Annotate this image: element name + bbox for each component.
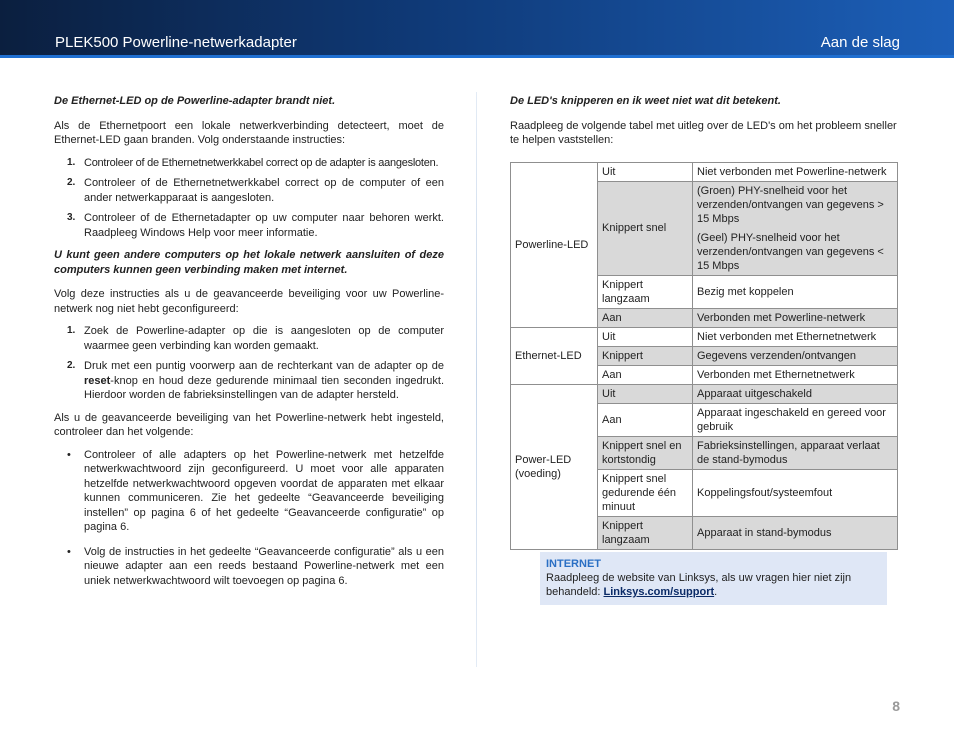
led-description: Apparaat ingeschakeld en gereed voor gebruik — [693, 403, 898, 436]
list-text: Volg de instructies in het gedeelte “Geavanceerde configuratie” als u een nieuwe adapter aan een reeds bestaand Powerline-netwerk met een uniek netwerkwachtwoord wilt toevoegen op pagina 6. — [84, 545, 444, 587]
list-item — [54, 211, 444, 240]
led-category: Ethernet-LED — [511, 327, 598, 384]
led-state: Aan — [598, 308, 693, 327]
list-number: 3. — [67, 212, 76, 223]
left-column — [54, 94, 444, 596]
led-description: Fabrieksinstellingen, apparaat verlaat de stand-bymodus — [693, 436, 898, 469]
numbered-list — [54, 156, 444, 241]
bullet-mark: • — [67, 545, 71, 558]
description-line: (Groen) PHY-snelheid voor het verzenden/ontvangen van gegevens > 15 Mbps — [697, 184, 884, 225]
note-label: INTERNET — [546, 558, 601, 570]
led-state: Knippert langzaam — [598, 275, 693, 308]
description-line: (Geel) PHY-snelheid voor het verzenden/ontvangen van gegevens < 15 Mbps — [697, 231, 884, 272]
page-number: 8 — [892, 698, 900, 714]
led-state: Knippert snel — [598, 181, 693, 275]
list-item — [54, 176, 444, 205]
document-title: PLEK500 Powerline-netwerkadapter — [55, 34, 297, 51]
heading-no-connection: U kunt geen andere computers op het lokale netwerk aansluiten of deze computers kunnen geen verbinding maken met internet. — [54, 249, 444, 276]
led-table — [510, 162, 898, 550]
led-state: Uit — [598, 327, 693, 346]
page-header — [0, 0, 954, 58]
paragraph: Raadpleeg de volgende tabel met uitleg over de LED's om het probleem sneller te helpen vaststellen: — [510, 119, 897, 146]
led-description: Niet verbonden met Powerline-netwerk — [693, 162, 898, 181]
led-description: Koppelingsfout/systeemfout — [693, 469, 898, 516]
list-item — [54, 156, 444, 171]
bullet-mark: • — [67, 448, 71, 461]
list-text: Druk met een puntig voorwerp aan de rechterkant van de adapter op de — [84, 360, 444, 372]
led-description: Bezig met koppelen — [693, 275, 898, 308]
list-item — [54, 448, 444, 535]
led-description — [693, 181, 898, 275]
led-state: Aan — [598, 403, 693, 436]
list-number: 1. — [67, 156, 76, 168]
heading-led-blinking: De LED's knipperen en ik weet niet wat dit betekent. — [510, 95, 781, 107]
paragraph: Als u de geavanceerde beveiliging van het Powerline-netwerk hebt ingesteld, controleer dan het volgende: — [54, 411, 444, 438]
list-number: 1. — [67, 325, 76, 336]
list-number: 2. — [67, 360, 76, 371]
list-text: Controleer of alle adapters op het Powerline-netwerk met hetzelfde netwerkwachtwoord zijn geconfigureerd. U moet voor alle apparaten hetzelfde netwerkwachtwoord opgeven voordat de apparaten met elkaar kunnen communiceren. Zie het gedeelte “Geavanceerde beveiliging instellen” op pagina 6 of het gedeelte “Geavanceerde configuratie” op pagina 6. — [84, 448, 444, 533]
led-description: Niet verbonden met Ethernetnetwerk — [693, 327, 898, 346]
led-state: Knippert langzaam — [598, 516, 693, 549]
list-text: Controleer of de Ethernetnetwerkkabel correct op de computer of een ander netwerkapparaat is aangesloten. — [84, 177, 444, 204]
list-item — [54, 545, 444, 589]
list-number: 2. — [67, 177, 76, 188]
led-state: Uit — [598, 162, 693, 181]
list-text: Zoek de Powerline-adapter op die is aangesloten op de computer waarmee geen verbinding kan worden gemaakt. — [84, 325, 444, 352]
led-state: Uit — [598, 384, 693, 403]
column-divider — [476, 92, 477, 667]
table-row — [511, 162, 898, 181]
led-description: Verbonden met Powerline-netwerk — [693, 308, 898, 327]
led-description: Apparaat in stand-bymodus — [693, 516, 898, 549]
led-state: Knippert snel gedurende één minuut — [598, 469, 693, 516]
support-link[interactable]: Linksys.com/support — [603, 586, 715, 598]
led-description: Gegevens verzenden/ontvangen — [693, 346, 898, 365]
bullet-list — [54, 448, 444, 589]
right-column — [510, 94, 898, 550]
note-end: . — [714, 586, 718, 598]
list-item — [54, 324, 444, 353]
led-description: Apparaat uitgeschakeld — [693, 384, 898, 403]
table-row — [511, 384, 898, 403]
list-text: -knop en houd deze gedurende minimaal tien seconden ingedrukt. Hierdoor worden de fabrieksinstellingen van de adapter hersteld. — [84, 374, 444, 401]
table-row — [511, 327, 898, 346]
list-item — [54, 359, 444, 403]
section-title: Aan de slag — [820, 34, 900, 51]
list-text: Controleer of de Ethernetadapter op uw computer naar behoren werkt. Raadpleeg Windows Help voor meer informatie. — [84, 212, 444, 239]
paragraph: Als de Ethernetpoort een lokale netwerkverbinding detecteert, moet de Ethernet-LED gaan branden. Volg onderstaande instructies: — [54, 119, 444, 146]
led-category: Power-LED (voeding) — [511, 384, 598, 549]
led-state: Knippert — [598, 346, 693, 365]
reset-keyword: reset — [84, 374, 111, 387]
list-text: Controleer of de Ethernetnetwerkkabel correct op de adapter is aangesloten. — [84, 156, 439, 169]
internet-note — [540, 552, 887, 605]
led-description: Verbonden met Ethernetnetwerk — [693, 365, 898, 384]
led-state: Aan — [598, 365, 693, 384]
paragraph: Volg deze instructies als u de geavanceerde beveiliging voor uw Powerline-netwerk nog niet hebt geconfigureerd: — [54, 288, 444, 315]
heading-ethernet-led: De Ethernet-LED op de Powerline-adapter brandt niet. — [54, 95, 336, 107]
led-category: Powerline-LED — [511, 162, 598, 327]
numbered-list — [54, 324, 444, 403]
note-body: Raadpleeg de website van Linksys, als uw vragen hier niet zijn behandeld: — [546, 572, 852, 598]
note-text — [546, 571, 881, 599]
led-state: Knippert snel en kortstondig — [598, 436, 693, 469]
